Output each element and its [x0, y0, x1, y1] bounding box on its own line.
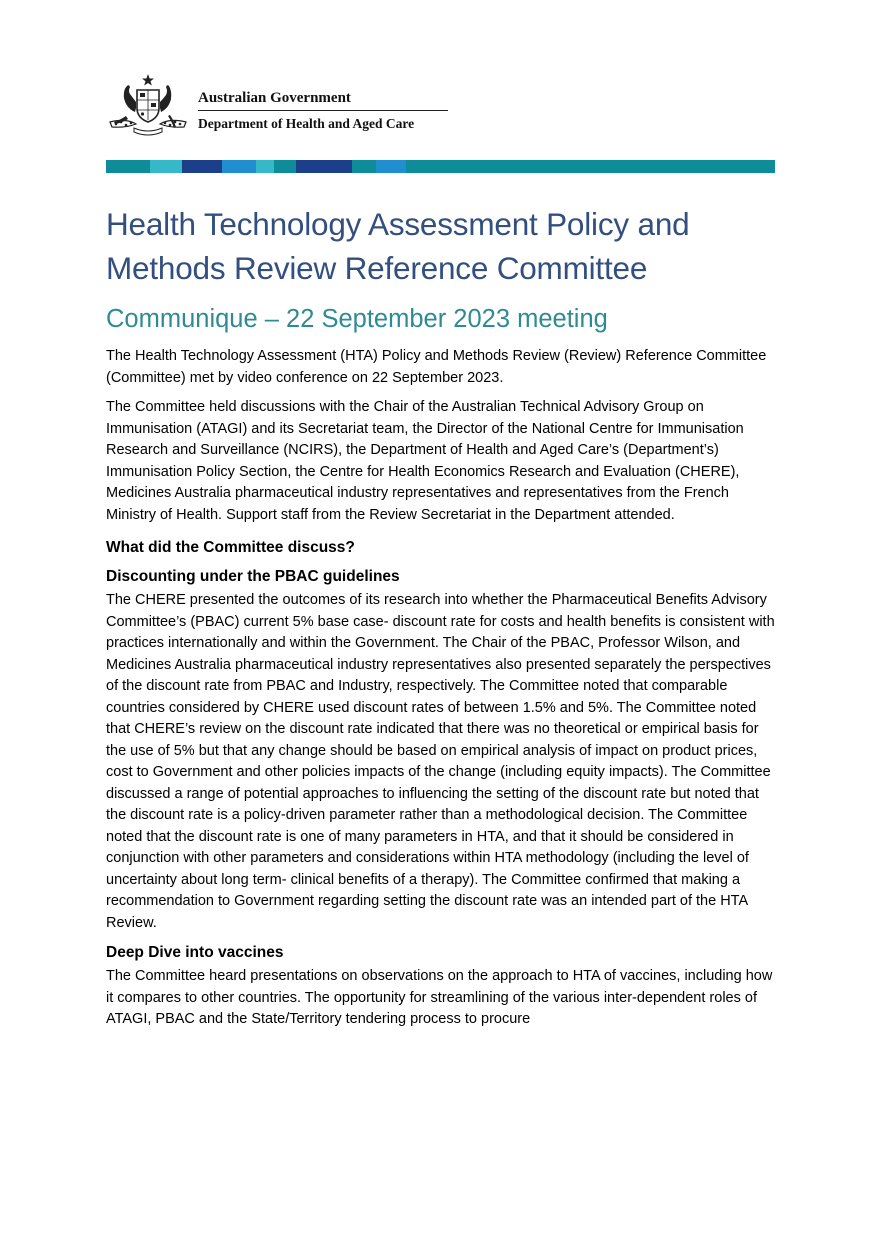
- strip-segment: [296, 160, 352, 173]
- subsection-heading: Deep Dive into vaccines: [106, 944, 284, 961]
- strip-segment: [182, 160, 222, 173]
- section-heading: What did the Committee discuss?: [106, 539, 355, 556]
- body-paragraph: The Committee heard presentations on observations on the approach to HTA of vaccines, including how it compares to other countries. The opportunity for streamlining of the various inter-dependent roles of ATAGI, PBAC and the State/Territory tendering process to procure: [106, 968, 773, 1027]
- strip-segment: [352, 160, 376, 173]
- colour-strip: [106, 160, 775, 173]
- government-name: Australian Government: [198, 89, 448, 111]
- subsection-heading: Discounting under the PBAC guidelines: [106, 568, 400, 585]
- coat-of-arms-icon: [106, 72, 190, 138]
- body-paragraph: The CHERE presented the outcomes of its research into whether the Pharmaceutical Benefits Advisory Committee’s (PBAC) current 5% base case- discount rate for costs and health benefits is consistent with practices internationally and within the Government. The Chair of the PBAC, Professor Wilson, and Medicines Australia pharmaceutical industry representatives also presented separately the perspectives of the discount rate from PBAC and Industry, respectively. The Committee noted that comparable countries considered by CHERE used discount rates of between 1.5% and 5%. The Committee noted that CHERE’s review on the discount rate indicated that there was no theoretical or empirical basis for the use of 5% but that any change should be based on empirical analysis of impact on product prices, cost to Government and other policies impacts of the change (including equity impacts). The Committee discussed a range of potential approaches to influencing the setting of the discount rate but noted that the discount rate is a policy-driven parameter rather than a methodological decision. The Committee noted that the discount rate is one of many parameters in HTA, and that it should be considered in conjunction with other parameters and considerations within HTA methodology (including the level of uncertainty about long term- clinical benefits of a therapy). The Committee confirmed that making a recommendation to Government regarding setting the discount rate was an intended part of the HTA Review.: [106, 592, 775, 931]
- document-body: [106, 202, 776, 1031]
- intro-paragraph: The Committee held discussions with the Chair of the Australian Technical Advisory Group on Immunisation (ATAGI) and its Secretariat team, the Director of the National Centre for Immunisation Research and Surveillance (NCIRS), the Department of Health and Aged Care’s (Department’s) Immunisation Policy Section, the Centre for Health Economics Research and Evaluation (CHERE), Medicines Australia pharmaceutical industry representatives and representatives from the French Ministry of Health. Support staff from the Review Secretariat in the Department attended.: [106, 399, 744, 523]
- strip-segment: [150, 160, 182, 173]
- page-subtitle: Communique – 22 September 2023 meeting: [106, 305, 608, 333]
- strip-segment: [406, 160, 775, 173]
- strip-segment: [274, 160, 296, 173]
- government-wordmark: [198, 89, 448, 132]
- strip-segment: [106, 160, 150, 173]
- intro-paragraph: The Health Technology Assessment (HTA) Policy and Methods Review (Review) Reference Committee (Committee) met by video conference on 22 September 2023.: [106, 348, 767, 386]
- strip-segment: [222, 160, 256, 173]
- government-logo: [106, 72, 466, 138]
- strip-segment: [376, 160, 406, 173]
- strip-segment: [256, 160, 274, 173]
- department-name: Department of Health and Aged Care: [198, 116, 415, 131]
- page-title: Health Technology Assessment Policy and Methods Review Reference Committee: [106, 206, 690, 286]
